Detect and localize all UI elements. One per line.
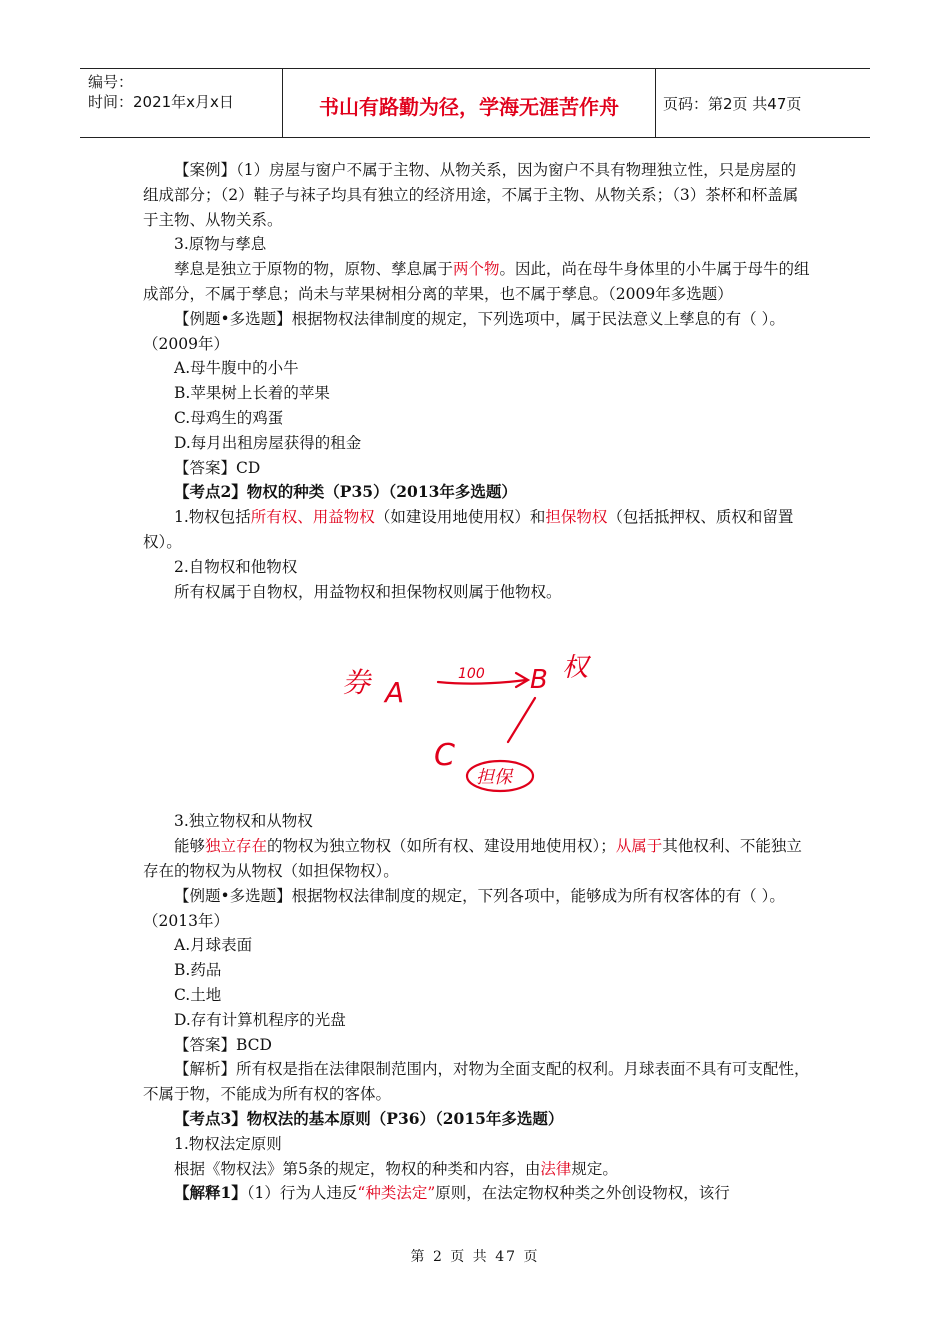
kp2-item-3-title: 3.独立物权和从物权 bbox=[174, 812, 313, 831]
number-label: 编号： bbox=[88, 73, 134, 91]
motto: 书山有路勤为径，学海无涯苦作舟 bbox=[319, 95, 619, 119]
handwritten-line-b-c bbox=[508, 698, 535, 742]
time-label: 时间：2021年x月x日 bbox=[88, 93, 234, 111]
q1-option-d: D.每月出租房屋获得的租金 bbox=[174, 433, 362, 452]
q1-option-a: A.母牛腹中的小牛 bbox=[174, 359, 299, 378]
q1-option-c: C.母鸡生的鸡蛋 bbox=[174, 408, 284, 427]
section-3-title: 3.原物与孳息 bbox=[174, 235, 267, 254]
handwritten-left-char: 券 bbox=[342, 666, 371, 699]
question-label: 【例题•多选题】 bbox=[174, 886, 292, 905]
q2-analysis: 【解析】所有权是指在法律限制范围内，对物为全面支配的权利。月球表面不具有可支配性，不属于物，不能成为所有权的客体。 bbox=[143, 1060, 810, 1104]
q1-answer: 【答案】CD bbox=[174, 458, 261, 477]
handwritten-right-char: 权 bbox=[562, 653, 589, 683]
page-info: 页码：第2页 共47页 bbox=[663, 95, 802, 113]
kp2-item-3-text: 能够独立存在的物权为独立物权（如所有权、建设用地使用权）；从属于其他权利、不能独立存在的物权为从物权（如担保物权）。 bbox=[143, 837, 802, 880]
kp2-heading: 【考点2】物权的种类（P35）（2013年多选题） bbox=[174, 482, 517, 502]
kp3-item-1-text: 根据《物权法》第5条的规定，物权的种类和内容，由法律规定。 bbox=[174, 1159, 618, 1178]
header-motto-cell bbox=[282, 69, 656, 137]
handwritten-a: A bbox=[385, 676, 405, 709]
case-label: 【案例】 bbox=[174, 161, 237, 179]
kp2-item-2-text: 所有权属于自物权，用益物权和担保物权则属于他物权。 bbox=[174, 582, 562, 601]
page-header bbox=[80, 68, 870, 138]
explanation-1: 【解释1】（1）行为人违反“种类法定”原则，在法定物权种类之外创设物权，该行 bbox=[174, 1183, 730, 1203]
kp3-item-1-title: 1.物权法定原则 bbox=[174, 1134, 282, 1153]
kp3-heading: 【考点3】物权法的基本原则（P36）（2015年多选题） bbox=[174, 1108, 564, 1128]
q2-option-d: D.存有计算机程序的光盘 bbox=[174, 1010, 346, 1029]
case-paragraph: 【案例】（1）房屋与窗户不属于主物、从物关系，因为窗户不具有物理独立性，只是房屋的组成部分；（2）鞋子与袜子均具有独立的经济用途，不属于主物、从物关系；（3）茶杯和杯盖属于主物、从物关系。 bbox=[143, 161, 799, 229]
handwritten-amount: 100 bbox=[458, 666, 485, 682]
q2-answer: 【答案】BCD bbox=[174, 1035, 272, 1054]
question-1: 【例题•多选题】根据物权法律制度的规定，下列选项中，属于民法意义上孳息的有（ ）。（2009年） bbox=[143, 309, 785, 353]
kp2-item-1: 1.物权包括所有权、用益物权（如建设用地使用权）和担保物权（包括抵押权、质权和留置权）。 bbox=[143, 508, 794, 551]
q1-option-b: B.苹果树上长着的苹果 bbox=[174, 384, 330, 403]
q2-option-a: A.月球表面 bbox=[174, 936, 253, 955]
handwritten-note: 担保 bbox=[476, 767, 512, 788]
handwritten-b: B bbox=[530, 665, 548, 695]
handwritten-c: C bbox=[434, 738, 455, 773]
header-page-cell bbox=[655, 69, 870, 137]
kp2-item-2-title: 2.自物权和他物权 bbox=[174, 557, 298, 576]
q2-option-b: B.药品 bbox=[174, 961, 222, 980]
handwritten-diagram bbox=[330, 640, 630, 810]
page-footer: 第 2 页 共 47 页 bbox=[410, 1249, 540, 1265]
q2-option-c: C.土地 bbox=[174, 985, 222, 1004]
question-2: 【例题•多选题】根据物权法律制度的规定，下列各项中，能够成为所有权客体的有（ ）。（2013年） bbox=[143, 886, 785, 930]
question-label: 【例题•多选题】 bbox=[174, 309, 292, 328]
section-3-paragraph: 孳息是独立于原物的物，原物、孳息属于两个物。因此，尚在母牛身体里的小牛属于母牛的组成部分，不属于孳息；尚未与苹果树相分离的苹果，也不属于孳息。（2009年多选题） bbox=[143, 260, 810, 303]
header-info-cell bbox=[80, 69, 282, 137]
